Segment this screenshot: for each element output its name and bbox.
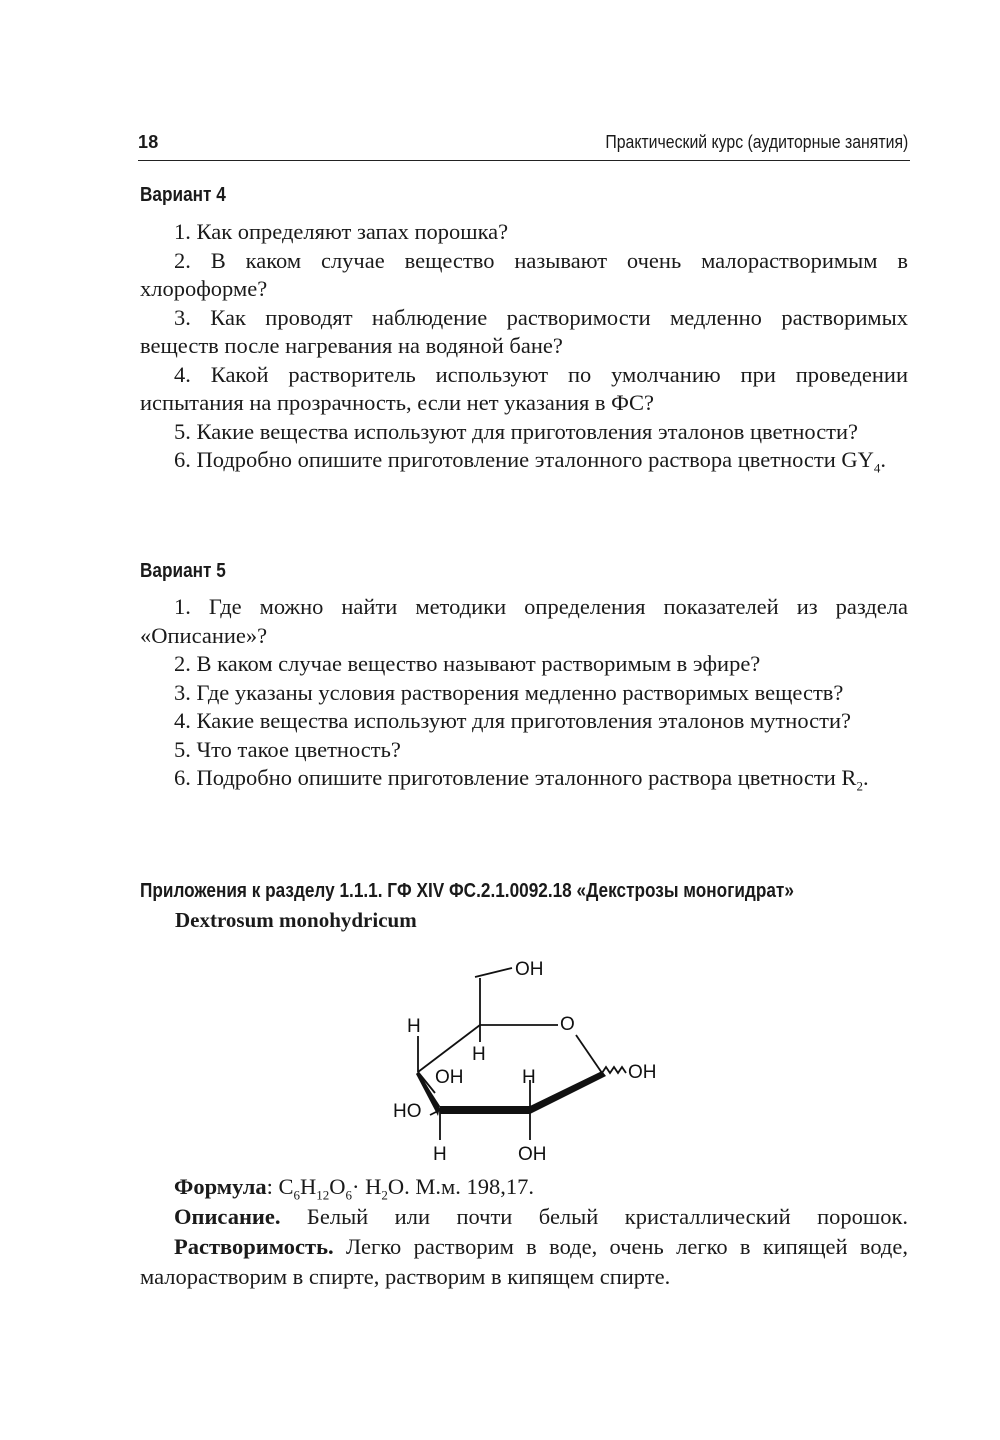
formula-water-o: O. — [387, 1174, 410, 1199]
formula-sep: : — [266, 1174, 279, 1199]
oh-inner-label: OH — [435, 1067, 464, 1088]
formula-h-count: 12 — [316, 1187, 330, 1203]
formula-o: O — [329, 1174, 346, 1199]
bond-lines — [418, 968, 626, 1140]
formula-c-count: 6 — [293, 1187, 301, 1203]
running-header — [138, 130, 910, 161]
appendix-heading: Приложения к разделу 1.1.1. ГФ XIV ФС.2.1.0092.18 «Декстрозы моногидрат» — [140, 880, 794, 902]
dextrose-structure-diagram — [380, 950, 680, 1170]
gy-symbol: GY — [841, 447, 874, 472]
oh-top-label: OH — [515, 959, 544, 980]
properties-block — [140, 1172, 908, 1292]
question-6 — [140, 764, 908, 793]
question-1: 1. Где можно найти методики определения показателей из раздела «Описание»? — [140, 594, 908, 648]
page-number: 18 — [138, 132, 159, 152]
question-5: 5. Какие вещества используют для приготовления эталонов цветности? — [174, 418, 859, 444]
question-2: 2. В каком случае вещество называют растворимым в эфире? — [174, 651, 761, 676]
question-6-end: . — [880, 447, 887, 472]
solubility-text: Легко растворим в воде, очень легко в кипящей воде, малорастворим в спирте, растворим в кипящем спирте. — [140, 1234, 908, 1289]
description-label: Описание. — [174, 1204, 281, 1229]
question-4: 4. Какие вещества используют для приготовления эталонов мутности? — [174, 708, 852, 733]
h-bottom-label: H — [433, 1144, 447, 1165]
ho-left-label: HO — [393, 1101, 422, 1122]
formula-o-count: 6 — [345, 1187, 353, 1203]
oh-anomeric-label: OH — [628, 1062, 657, 1083]
question-2: 2. В каком случае вещество называют очень малорастворимым в хлороформе? — [140, 247, 908, 301]
molar-mass: М.м. 198,17. — [409, 1174, 535, 1199]
description-text: Белый или почти белый кристаллический порошок. — [280, 1204, 908, 1229]
solubility-paragraph — [140, 1232, 908, 1292]
gy-subscript: 4 — [873, 460, 881, 476]
running-title: Практический курс (аудиторные занятия) — [605, 132, 908, 152]
formula-water-h: H — [359, 1174, 382, 1199]
formula-water-h-count: 2 — [381, 1187, 388, 1203]
variant-5-questions — [140, 593, 908, 793]
description-line — [140, 1202, 908, 1232]
h-inner-label: H — [522, 1067, 536, 1088]
question-1: 1. Как определяют запах порошка? — [174, 219, 509, 244]
r-symbol: R — [841, 765, 857, 790]
variant-5-heading: Вариант 5 — [140, 560, 226, 582]
ring-bold-edge — [440, 1106, 530, 1114]
question-6-text: 6. Подробно опишите приготовление эталонного раствора цветности — [174, 765, 842, 790]
h-left-label: H — [407, 1016, 421, 1037]
question-6-end: . — [862, 765, 869, 790]
question-6 — [140, 446, 908, 475]
variant-4-questions — [140, 218, 908, 475]
solubility-label: Растворимость. — [174, 1234, 334, 1259]
formula-label: Формула — [174, 1174, 267, 1199]
question-4: 4. Какой растворитель используют по умолчанию при проведении испытания на прозрачность, если нет указания в ФС? — [140, 361, 908, 415]
question-3: 3. Где указаны условия растворения медленно растворимых веществ? — [174, 679, 844, 705]
ring-oxygen-label: O — [560, 1014, 575, 1035]
question-5: 5. Что такое цветность? — [174, 736, 401, 762]
ring-wedge-right — [530, 1071, 606, 1114]
formula-c: C — [278, 1174, 294, 1199]
oh-bottom-label: OH — [518, 1144, 547, 1165]
r-subscript: 2 — [856, 778, 863, 794]
latin-name: Dextrosum monohydricum — [175, 908, 417, 932]
formula-h: H — [300, 1174, 317, 1199]
variant-4-heading: Вариант 4 — [140, 184, 226, 206]
question-3: 3. Как проводят наблюдение растворимости медленно растворимых веществ после нагревания на водяной бане? — [140, 304, 908, 358]
formula-line — [140, 1172, 908, 1202]
h-ring-label: H — [472, 1044, 486, 1065]
question-6-text: 6. Подробно опишите приготовление эталонного раствора цветности — [174, 447, 842, 472]
formula-dot: · — [352, 1174, 360, 1199]
